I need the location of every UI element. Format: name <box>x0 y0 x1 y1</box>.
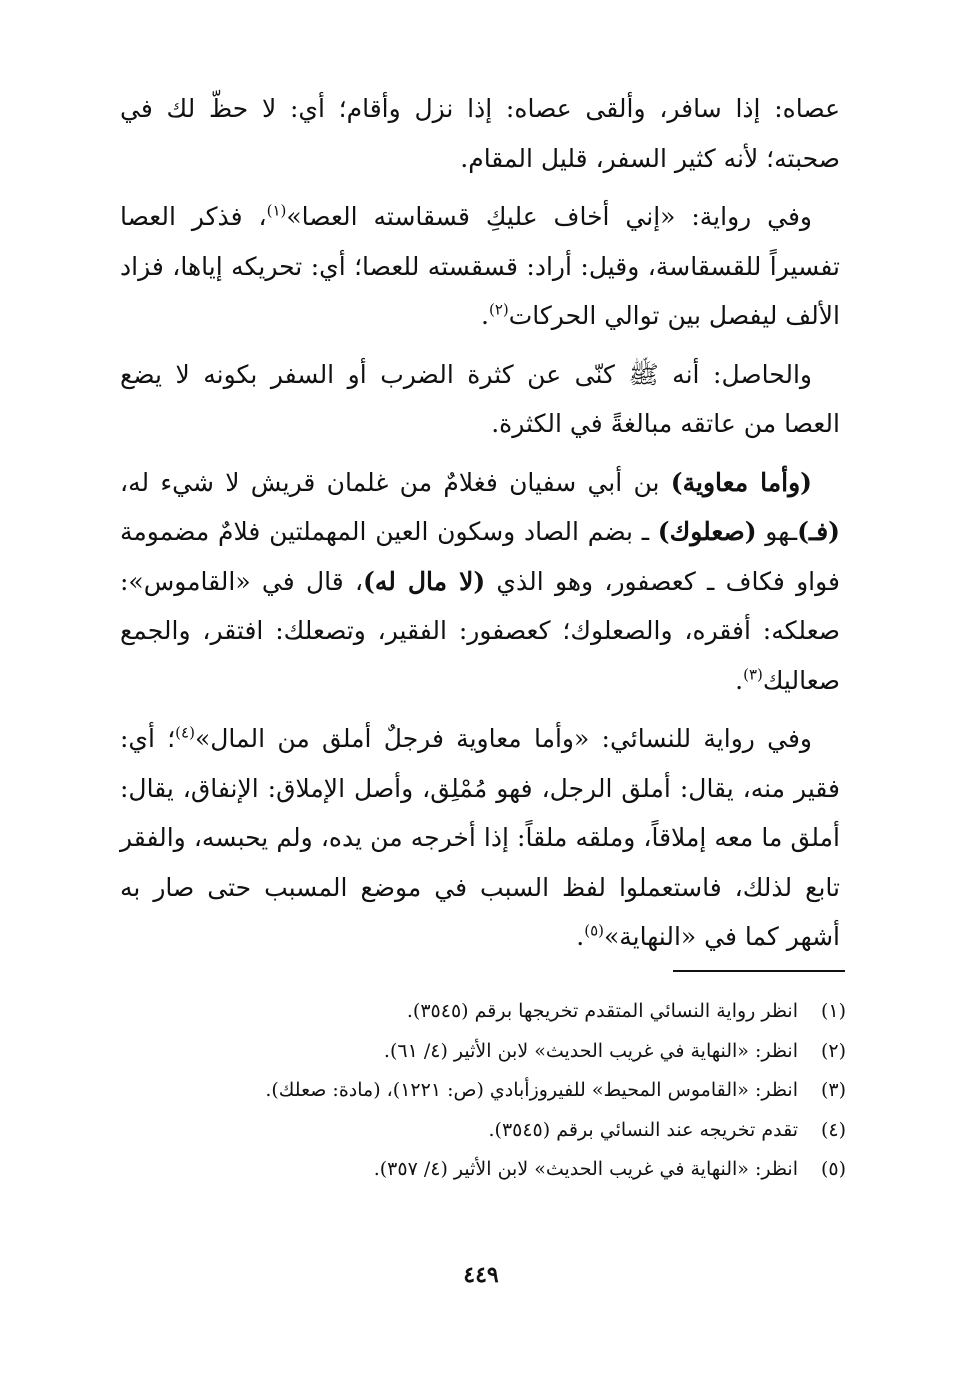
paragraph-4-text-2: ـهو <box>756 517 798 546</box>
footnote-number: (٥) <box>820 1158 846 1180</box>
footnote-text: انظر: «القاموس المحيط» للفيروزأبادي (ص: ١٢٢١)، (مادة: صعلك). <box>265 1079 798 1101</box>
footnote-ref-5[interactable]: (٥) <box>584 921 604 940</box>
paragraph-1-text: عصاه: إذا سافر، وألقى عصاه: إذا نزل وأقام؛ أي: لا حظّ لك في صحبته؛ لأنه كثير السفر، قليل المقام. <box>120 94 840 173</box>
footnote-ref-3[interactable]: (٣) <box>743 665 763 684</box>
footnote-1 <box>120 992 846 1032</box>
footnote-number: (٤) <box>820 1118 846 1141</box>
page-number: ٤٤٩ <box>463 1262 499 1288</box>
paragraph-2 <box>120 192 840 341</box>
paragraph-5 <box>120 714 840 962</box>
paragraph-4-text-3: ـ بضم الصاد وسكون العين المهملتين فلامٌ مضمومة فواو فكاف ـ كعصفور، وهو الذي <box>120 517 840 596</box>
footnote-text: تقدم تخريجه عند النسائي برقم (٣٥٤٥). <box>488 1118 798 1141</box>
paragraph-4-text-1: بن أبي سفيان فغلامٌ من غلمان قريش لا شيء له، <box>120 467 671 497</box>
paragraph-2-text-3: . <box>481 301 489 330</box>
footnote-ref-1[interactable]: (١) <box>266 201 287 220</box>
footnote-3 <box>120 1071 846 1111</box>
matn-phrase-2: (فـ) <box>797 517 840 546</box>
footnote-ref-4[interactable]: (٤) <box>175 723 195 742</box>
footnote-2 <box>120 1032 846 1072</box>
footnote-number: (٢) <box>820 1039 846 1062</box>
footnotes <box>120 992 846 1190</box>
footnote-ref-2[interactable]: (٢) <box>488 300 509 319</box>
matn-phrase-3: (صعلوك) <box>657 517 757 546</box>
paragraph-3-text: والحاصل: أنه ﷺ كنّى عن كثرة الضرب أو السفر بكونه لا يضع العصا من عاتقه مبالغةً في الكثرة. <box>120 359 840 438</box>
paragraph-4-text-5: . <box>735 665 744 695</box>
footnote-number: (١) <box>820 1000 846 1022</box>
footnote-text: انظر: «النهاية في غريب الحديث» لابن الأثير (٤/ ٣٥٧). <box>373 1158 798 1180</box>
footnote-text: انظر رواية النسائي المتقدم تخريجها برقم (٣٥٤٥). <box>406 1000 798 1022</box>
paragraph-4-text-4: ، قال في «القاموس»: صعلكه: أفقره، والصعلوك؛ كعصفور: الفقير، وتصعلك: افتقر، والجمع صعاليك <box>120 566 840 695</box>
paragraph-3 <box>120 350 840 449</box>
paragraph-5-text-1: وفي رواية للنسائي: «وأما معاوية فرجلٌ أملق من المال» <box>194 724 812 753</box>
paragraph-4 <box>120 458 840 706</box>
footnote-4 <box>120 1111 846 1151</box>
footnote-number: (٣) <box>820 1079 846 1101</box>
paragraph-2-text-1: وفي رواية: «إني أخاف عليكِ قسقاسته العصا» <box>286 202 812 231</box>
footnote-5 <box>120 1150 846 1190</box>
paragraph-5-text-3: . <box>576 922 585 951</box>
paragraph-5-text-2: ؛ أي: فقير منه، يقال: أملق الرجل، فهو مُمْلِق، وأصل الإملاق: الإنفاق، يقال: أملق ما معه إملاقاً، وملقه ملقاً: إذا أخرجه من يده، ولم يحبسه، والفقر تابع لذلك، فاستعملوا لفظ السبب في موضع المسبب حتى صار به أشهر كما في «النهاية» <box>120 724 840 951</box>
footnote-separator <box>673 970 845 972</box>
footnote-text: انظر: «النهاية في غريب الحديث» لابن الأثير (٤/ ٦١). <box>383 1039 798 1062</box>
matn-phrase-4: (لا مال له) <box>363 566 486 596</box>
main-text <box>120 84 840 971</box>
matn-phrase-1: (وأما معاوية) <box>670 467 812 497</box>
paragraph-1 <box>120 84 840 183</box>
paragraph-2-text-2: ، فذكر العصا تفسيراً للقسقاسة، وقيل: أراد: قسقسته للعصا؛ أي: تحريكه إياها، فزاد الألف ليفصل بين توالي الحركات <box>120 202 840 330</box>
